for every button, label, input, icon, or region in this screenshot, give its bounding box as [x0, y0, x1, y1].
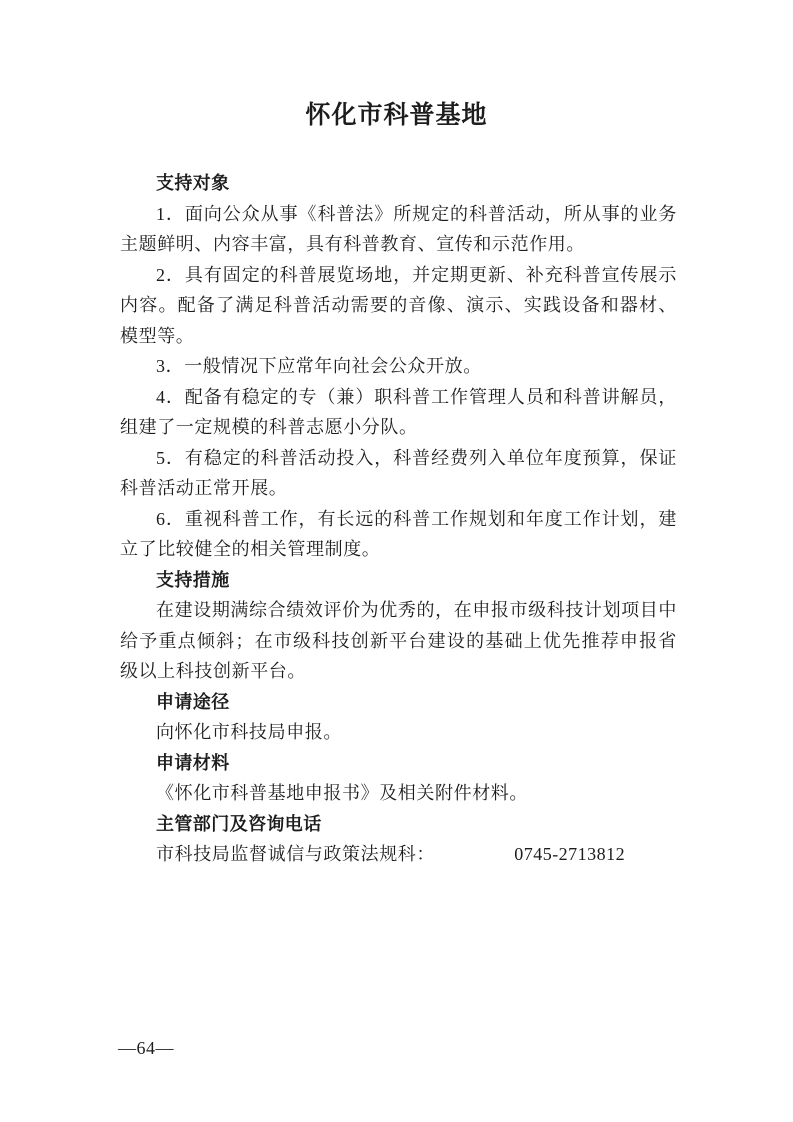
numbered-item-6: 6．重视科普工作，有长远的科普工作规划和年度工作计划，建立了比较健全的相关管理制度。: [120, 508, 677, 559]
page-number: —64—: [118, 1038, 174, 1058]
section-application-route: [120, 687, 677, 748]
numbered-item-5: 5．有稳定的科普活动投入，科普经费列入单位年度预算，保证科普活动正常开展。: [120, 447, 677, 498]
document-title: 怀化市科普基地: [305, 102, 488, 129]
section-heading: 支持措施: [156, 569, 230, 590]
measures-paragraph: 在建设期满综合绩效评价为优秀的，在申报市级科技计划项目中给予重点倾斜；在市级科技创新平台建设的基础上优先推荐申报省级以上科技创新平台。: [120, 600, 677, 681]
route-paragraph: 向怀化市科技局申报。: [156, 722, 342, 742]
numbered-item-1: 1．面向公众从事《科普法》所规定的科普活动，所从事的业务主题鲜明、内容丰富，具有科普教育、宣传和示范作用。: [120, 203, 677, 254]
section-contact: [120, 809, 677, 870]
section-support-measures: [120, 565, 677, 687]
section-heading: 支持对象: [156, 173, 230, 193]
contact-department: 市科技局监督诚信与政策法规科：: [156, 844, 435, 864]
numbered-item-3: 3．一般情况下应常年向社会公众开放。: [156, 356, 482, 376]
contact-line: [120, 839, 677, 870]
section-support-targets: [120, 168, 677, 565]
section-application-materials: [120, 748, 677, 809]
numbered-item-4: 4．配备有稳定的专（兼）职科普工作管理人员和科普讲解员，组建了一定规模的科普志愿小分队。: [120, 386, 677, 437]
section-heading: 主管部门及咨询电话: [156, 813, 322, 834]
section-heading: 申请途径: [156, 691, 230, 712]
numbered-item-2: 2．具有固定的科普展览场地，并定期更新、补充科普宣传展示内容。配备了满足科普活动需要的音像、演示、实践设备和器材、模型等。: [120, 264, 677, 346]
materials-paragraph: 《怀化市科普基地申报书》及相关附件材料。: [156, 783, 528, 803]
section-heading: 申请材料: [156, 752, 230, 773]
document-body: [120, 168, 677, 870]
contact-phone-number: 0745-2713812: [514, 844, 626, 864]
